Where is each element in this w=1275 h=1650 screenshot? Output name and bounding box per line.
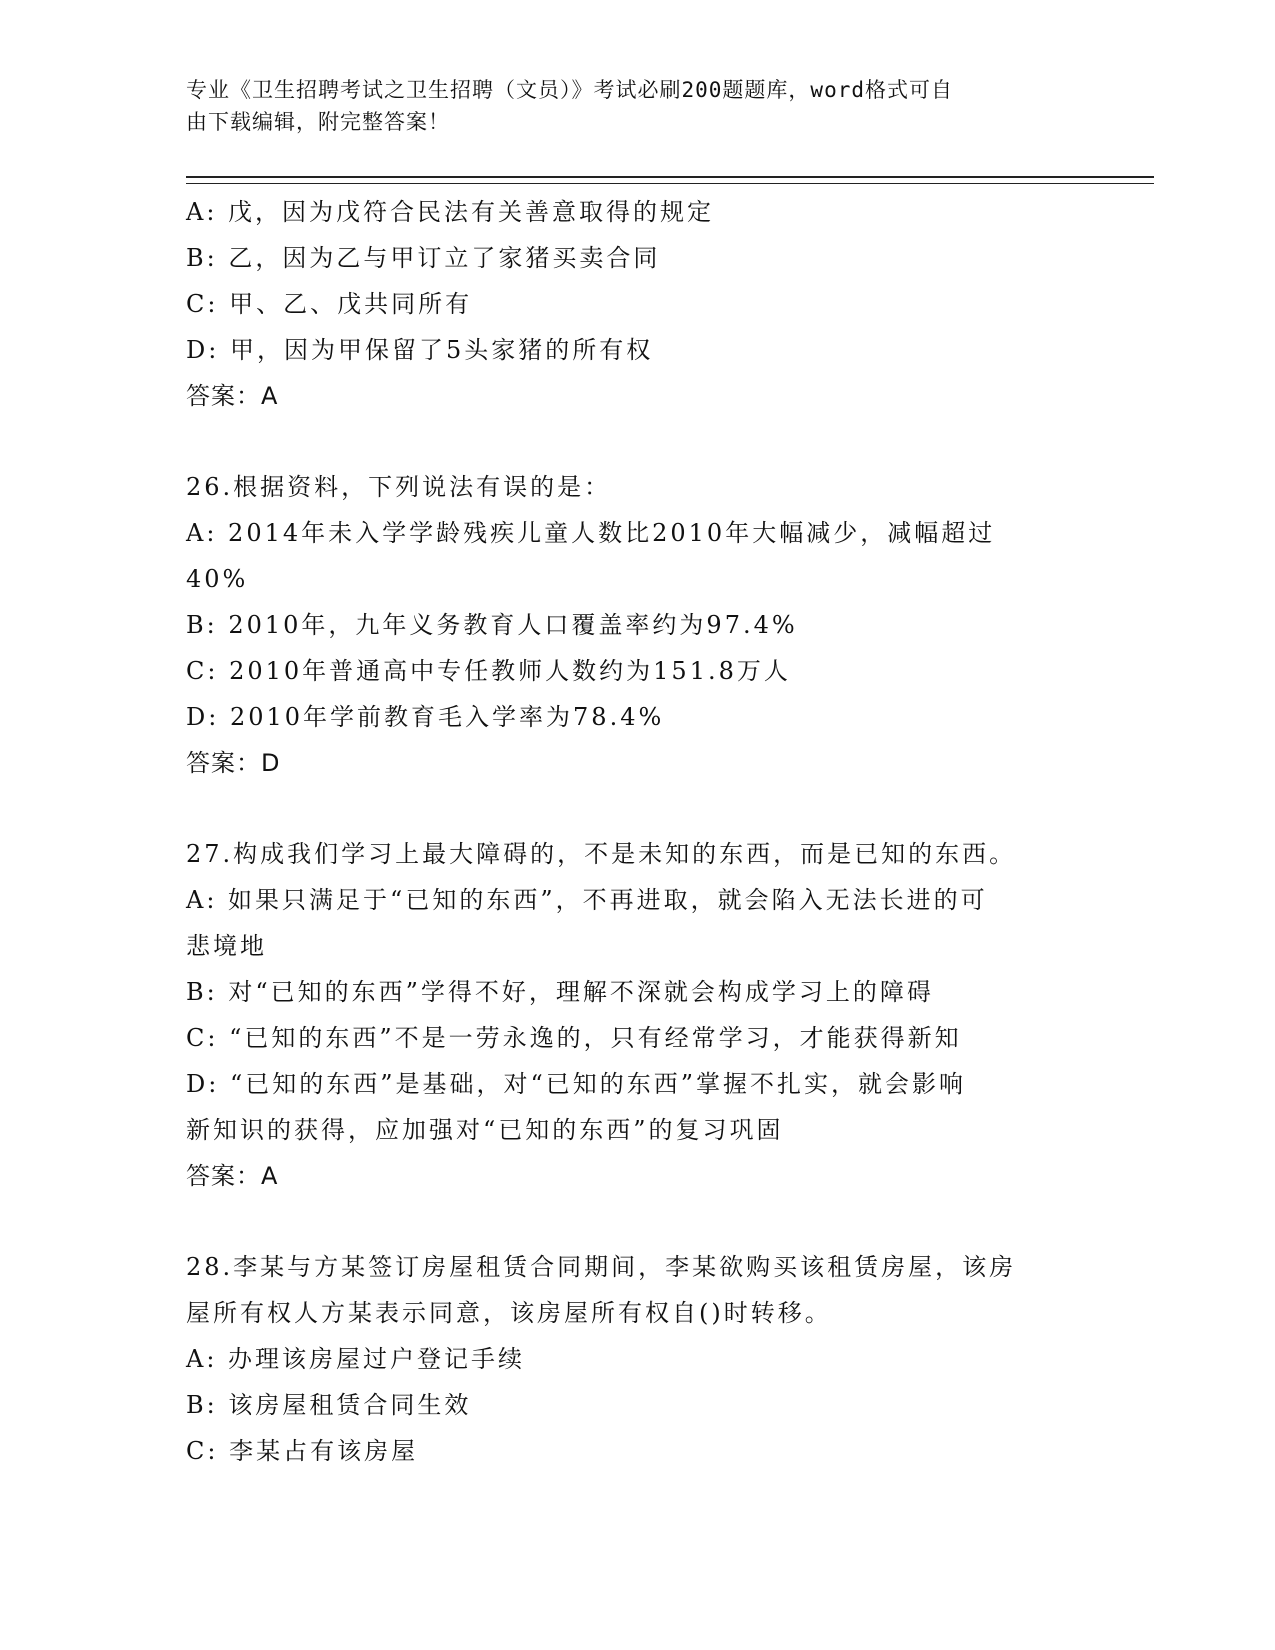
question-list <box>186 189 1086 1474</box>
option-b: B: 对“已知的东西”学得不好，理解不深就会构成学习上的障碍 <box>186 978 934 1006</box>
header-rule-thin <box>186 183 1154 184</box>
option-a: A: 戊，因为戊符合民法有关善意取得的规定 <box>186 198 715 226</box>
option-c: C: 李某占有该房屋 <box>186 1437 419 1465</box>
option-a: A: 办理该房屋过户登记手续 <box>186 1345 526 1373</box>
question-25 <box>186 189 1086 419</box>
option-d-continued: 新知识的获得，应加强对“已知的东西”的复习巩固 <box>186 1116 784 1144</box>
option-a-continued: 悲境地 <box>186 932 267 960</box>
option-c: C: 甲、乙、戊共同所有 <box>186 290 473 318</box>
option-d: D: 2010年学前教育毛入学率为78.4% <box>186 703 665 731</box>
option-d: D: “已知的东西”是基础，对“已知的东西”掌握不扎实，就会影响 <box>186 1070 967 1098</box>
answer-line: 答案：D <box>186 749 281 777</box>
question-stem-continued: 屋所有权人方某表示同意，该房屋所有权自()时转移。 <box>186 1299 832 1327</box>
answer-line: 答案：A <box>186 382 279 410</box>
option-c: C: 2010年普通高中专任教师人数约为151.8万人 <box>186 657 791 685</box>
option-a: A: 如果只满足于“已知的东西”，不再进取，就会陷入无法长进的可 <box>186 886 988 914</box>
option-b: B: 该房屋租赁合同生效 <box>186 1391 472 1419</box>
option-a: A: 2014年未入学学龄残疾儿童人数比2010年大幅减少，减幅超过 <box>186 519 996 547</box>
option-b: B: 乙，因为乙与甲订立了家猪买卖合同 <box>186 244 661 272</box>
spacer <box>186 419 1086 464</box>
question-27 <box>186 831 1086 1199</box>
question-28 <box>186 1244 1086 1474</box>
document-header <box>186 74 1086 138</box>
spacer <box>186 786 1086 831</box>
header-line-2: 由下载编辑，附完整答案！ <box>186 110 450 134</box>
question-stem: 26.根据资料，下列说法有误的是： <box>186 473 612 501</box>
answer-line: 答案：A <box>186 1162 279 1190</box>
header-rule-thick <box>186 176 1154 178</box>
option-a-continued: 40% <box>186 565 249 593</box>
option-b: B: 2010年，九年义务教育人口覆盖率约为97.4% <box>186 611 798 639</box>
question-stem: 27.构成我们学习上最大障碍的，不是未知的东西，而是已知的东西。 <box>186 840 1017 868</box>
option-d: D: 甲，因为甲保留了5头家猪的所有权 <box>186 336 654 364</box>
question-stem: 28.李某与方某签订房屋租赁合同期间，李某欲购买该租赁房屋，该房 <box>186 1253 1017 1281</box>
option-c: C: “已知的东西”不是一劳永逸的，只有经常学习，才能获得新知 <box>186 1024 962 1052</box>
question-26 <box>186 464 1086 786</box>
spacer <box>186 1199 1086 1244</box>
header-line-1: 专业《卫生招聘考试之卫生招聘（文员）》考试必刷200题题库，word格式可自 <box>186 78 953 102</box>
